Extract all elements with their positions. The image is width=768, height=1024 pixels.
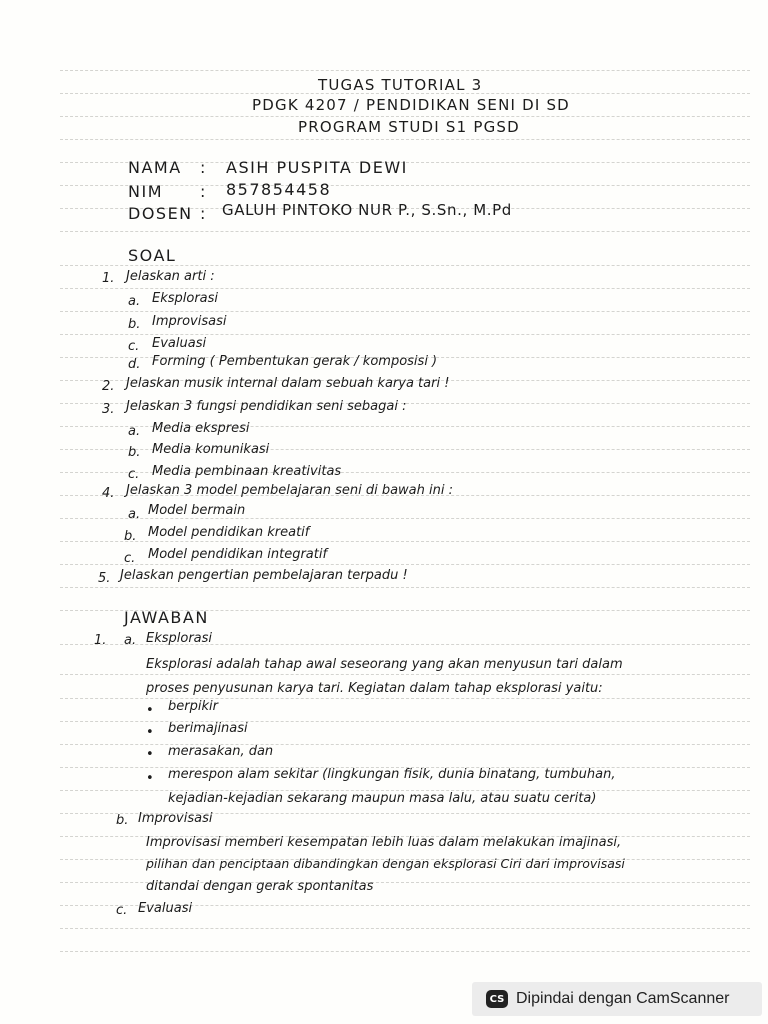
bullet-dot: • bbox=[146, 703, 154, 718]
q1-item-mark: d. bbox=[128, 357, 141, 372]
camscanner-logo-icon: CS bbox=[486, 990, 508, 1008]
q5-number: 5. bbox=[98, 571, 111, 586]
q1-item-mark: a. bbox=[128, 294, 141, 309]
ruled-line bbox=[60, 698, 750, 699]
ruled-line bbox=[60, 518, 750, 519]
camscanner-watermark bbox=[472, 982, 762, 1016]
ruled-line bbox=[60, 744, 750, 745]
answer-b-heading: Improvisasi bbox=[138, 811, 213, 826]
q4-text: Jelaskan 3 model pembelajaran seni di bawah ini : bbox=[126, 483, 453, 498]
answer-a-bullet: berimajinasi bbox=[168, 721, 248, 736]
answer-a-heading: Eksplorasi bbox=[146, 631, 213, 646]
ruled-line bbox=[60, 674, 750, 675]
q3-item-mark: a. bbox=[128, 424, 141, 439]
q4-number: 4. bbox=[102, 486, 115, 501]
soal-title: SOAL bbox=[128, 246, 177, 265]
ruled-line bbox=[60, 70, 750, 71]
answer-1-number: 1. bbox=[94, 633, 107, 648]
q1-number: 1. bbox=[102, 271, 115, 286]
ruled-line bbox=[60, 334, 750, 335]
ruled-line bbox=[60, 951, 750, 952]
answer-a-mark: a. bbox=[124, 633, 137, 648]
answer-b-line: pilihan dan penciptaan dibandingkan dengan eksplorasi Ciri dari improvisasi bbox=[146, 856, 625, 871]
ruled-line bbox=[60, 139, 750, 140]
ruled-line bbox=[60, 288, 750, 289]
bullet-dot: • bbox=[146, 747, 154, 762]
q1-item-mark: c. bbox=[128, 339, 140, 354]
header-line-1: TUGAS TUTORIAL 3 bbox=[318, 76, 483, 94]
answer-a-bullet: berpikir bbox=[168, 699, 218, 714]
answer-b-line: ditandai dengan gerak spontanitas bbox=[146, 879, 374, 894]
dosen-colon: : bbox=[200, 204, 207, 223]
answer-a-line: Eksplorasi adalah tahap awal seseorang yang akan menyusun tari dalam bbox=[146, 657, 623, 672]
answer-b-line: Improvisasi memberi kesempatan lebih luas dalam melakukan imajinasi, bbox=[146, 835, 622, 850]
ruled-line bbox=[60, 928, 750, 929]
q1-item-mark: b. bbox=[128, 317, 141, 332]
answer-a-line: kejadian-kejadian sekarang maupun masa lalu, atau suatu cerita) bbox=[168, 791, 597, 806]
q3-item-text: Media pembinaan kreativitas bbox=[152, 464, 342, 479]
q4-item-text: Model bermain bbox=[148, 503, 246, 518]
ruled-line bbox=[60, 265, 750, 266]
q1-item-text: Forming ( Pembentukan gerak / komposisi ) bbox=[152, 354, 438, 369]
answer-a-line: proses penyusunan karya tari. Kegiatan dalam tahap eksplorasi yaitu: bbox=[146, 681, 603, 696]
nim-value: 857854458 bbox=[226, 180, 332, 199]
q3-item-mark: c. bbox=[128, 467, 140, 482]
ruled-line bbox=[60, 564, 750, 565]
q3-item-mark: b. bbox=[128, 445, 141, 460]
q3-item-text: Media komunikasi bbox=[152, 442, 270, 457]
q4-item-text: Model pendidikan kreatif bbox=[148, 525, 310, 540]
camscanner-label: Dipindai dengan CamScanner bbox=[516, 990, 730, 1007]
q4-item-mark: b. bbox=[124, 529, 137, 544]
bullet-dot: • bbox=[146, 771, 154, 786]
q2-number: 2. bbox=[102, 379, 115, 394]
q3-number: 3. bbox=[102, 402, 115, 417]
q1-item-text: Eksplorasi bbox=[152, 291, 219, 306]
answer-c-mark: c. bbox=[116, 903, 128, 918]
nama-label: NAMA bbox=[128, 158, 182, 177]
q2-text: Jelaskan musik internal dalam sebuah karya tari ! bbox=[126, 376, 450, 391]
dosen-label: DOSEN bbox=[128, 204, 193, 223]
header-line-2: PDGK 4207 / PENDIDIKAN SENI DI SD bbox=[252, 96, 570, 114]
q3-text: Jelaskan 3 fungsi pendidikan seni sebagai : bbox=[126, 399, 407, 414]
q5-text: Jelaskan pengertian pembelajaran terpadu ! bbox=[120, 568, 408, 583]
ruled-line bbox=[60, 541, 750, 542]
q1-item-text: Improvisasi bbox=[152, 314, 227, 329]
q1-text: Jelaskan arti : bbox=[126, 269, 215, 284]
nim-colon: : bbox=[200, 182, 207, 201]
ruled-line bbox=[60, 587, 750, 588]
ruled-line bbox=[60, 185, 750, 186]
answer-c-heading: Evaluasi bbox=[138, 901, 193, 916]
q4-item-mark: a. bbox=[128, 507, 141, 522]
q4-item-text: Model pendidikan integratif bbox=[148, 547, 328, 562]
dosen-value: GALUH PINTOKO NUR P., S.Sn., M.Pd bbox=[222, 201, 512, 219]
ruled-line bbox=[60, 231, 750, 232]
ruled-line bbox=[60, 116, 750, 117]
nama-colon: : bbox=[200, 158, 207, 177]
answer-b-mark: b. bbox=[116, 813, 129, 828]
q1-item-text: Evaluasi bbox=[152, 336, 207, 351]
q4-item-mark: c. bbox=[124, 551, 136, 566]
ruled-line bbox=[60, 721, 750, 722]
jawaban-title: JAWABAN bbox=[124, 608, 209, 627]
nama-value: ASIH PUSPITA DEWI bbox=[226, 158, 408, 177]
header-line-3: PROGRAM STUDI S1 PGSD bbox=[298, 118, 520, 136]
bullet-dot: • bbox=[146, 725, 154, 740]
answer-a-bullet: merasakan, dan bbox=[168, 744, 274, 759]
nim-label: NIM bbox=[128, 182, 163, 201]
ruled-line bbox=[60, 311, 750, 312]
answer-a-bullet: merespon alam sekitar (lingkungan fisik, dunia binatang, tumbuhan, bbox=[168, 767, 616, 782]
q3-item-text: Media ekspresi bbox=[152, 421, 250, 436]
